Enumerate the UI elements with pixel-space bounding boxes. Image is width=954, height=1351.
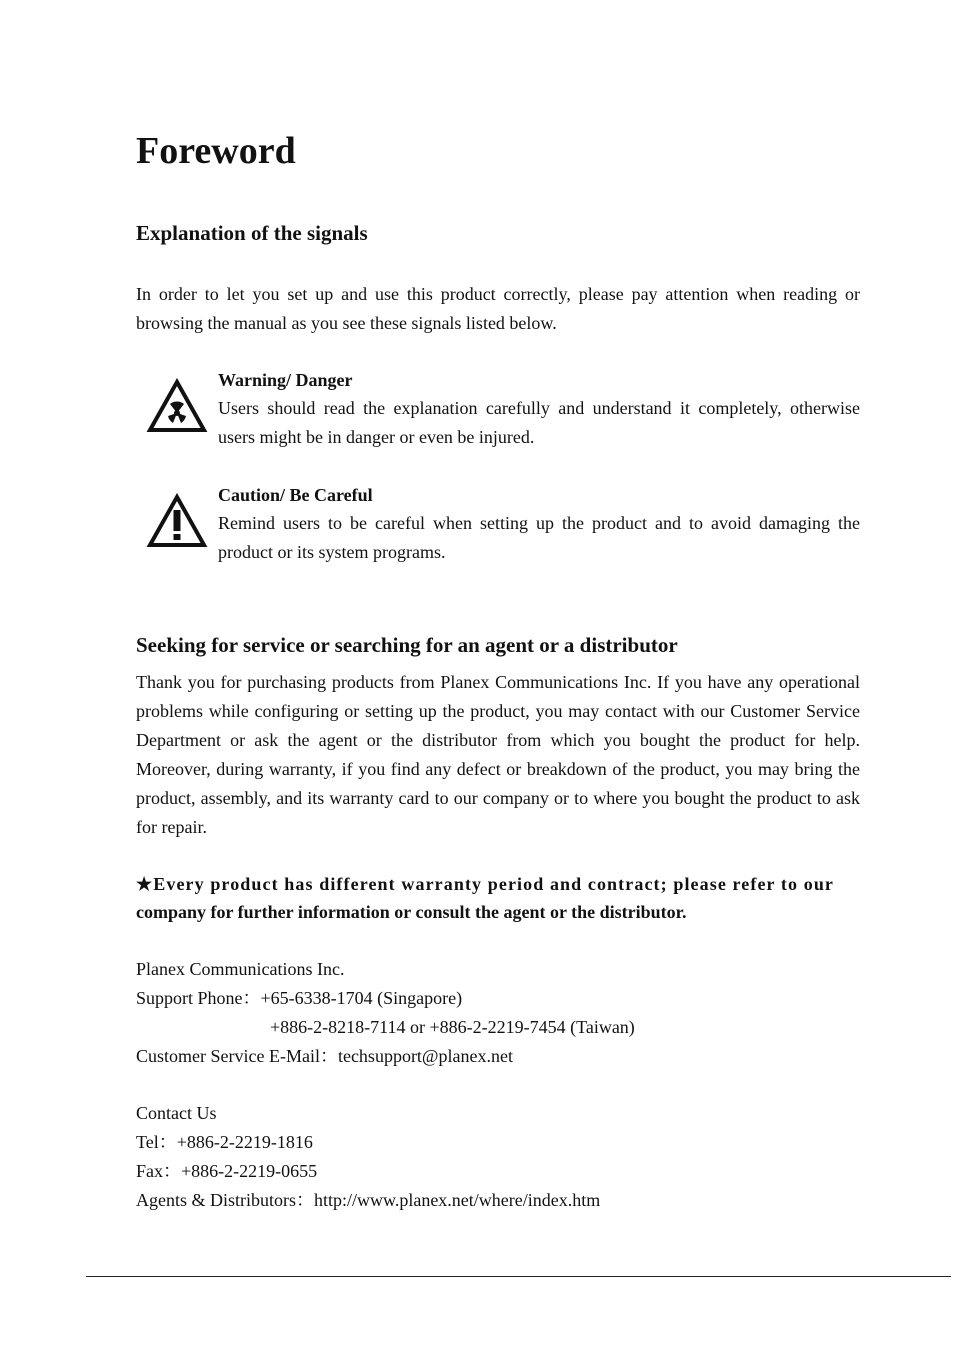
warranty-note [136,870,860,926]
signal-warning-danger [136,366,860,456]
contact-heading: Contact Us [136,1103,217,1123]
page-title: Foreword [136,130,296,172]
support-info [136,955,860,1071]
support-phone-singapore: Support Phone：+65-6338-1704 (Singapore) [136,988,463,1008]
footer-divider [86,1276,951,1277]
support-company: Planex Communications Inc. [136,959,345,979]
signal-caution-label: Caution/ Be Careful [218,485,373,505]
contact-tel: Tel：+886-2-2219-1816 [136,1132,313,1152]
signals-intro: In order to let you set up and use this product correctly, please pay attention when reading or browsing the manual as you see these signals listed below. [136,284,860,333]
caution-icon [146,493,208,549]
contact-fax: Fax：+886-2-2219-0655 [136,1161,318,1181]
signal-caution-text [218,481,860,567]
signal-warning-label: Warning/ Danger [218,370,353,390]
support-email: Customer Service E-Mail：techsupport@planex.net [136,1046,513,1066]
signal-caution [136,481,860,571]
warning-danger-icon [146,378,208,434]
contact-info [136,1099,860,1215]
signal-caution-description: Remind users to be careful when setting up the product and to avoid damaging the product or its system programs. [218,513,860,562]
contact-agents-link: Agents & Distributors：http://www.planex.net/where/index.htm [136,1190,601,1210]
signals-heading: Explanation of the signals [136,221,368,245]
support-phone-taiwan: +886-2-8218-7114 or +886-2-2219-7454 (Taiwan) [270,1017,635,1037]
warranty-note-line1: ★Every product has different warranty period and contract; please refer to our [136,874,835,894]
service-body: Thank you for purchasing products from Planex Communications Inc. If you have any operational problems while configuring or setting up the product, you may contact with our Customer Service Department or ask the agent or the distributor from which you bought the product for help. Moreover, during warranty, if you find any defect or breakdown of the product, you may bring the product, assembly, and its warranty card to our company or to where you bought the product to ask for repair. [136,672,860,837]
signal-warning-text [218,366,860,452]
signal-warning-description: Users should read the explanation carefully and understand it completely, otherwise users might be in danger or even be injured. [218,398,860,447]
service-heading: Seeking for service or searching for an agent or a distributor [136,633,678,657]
warranty-note-line2: company for further information or consult the agent or the distributor. [136,902,687,922]
